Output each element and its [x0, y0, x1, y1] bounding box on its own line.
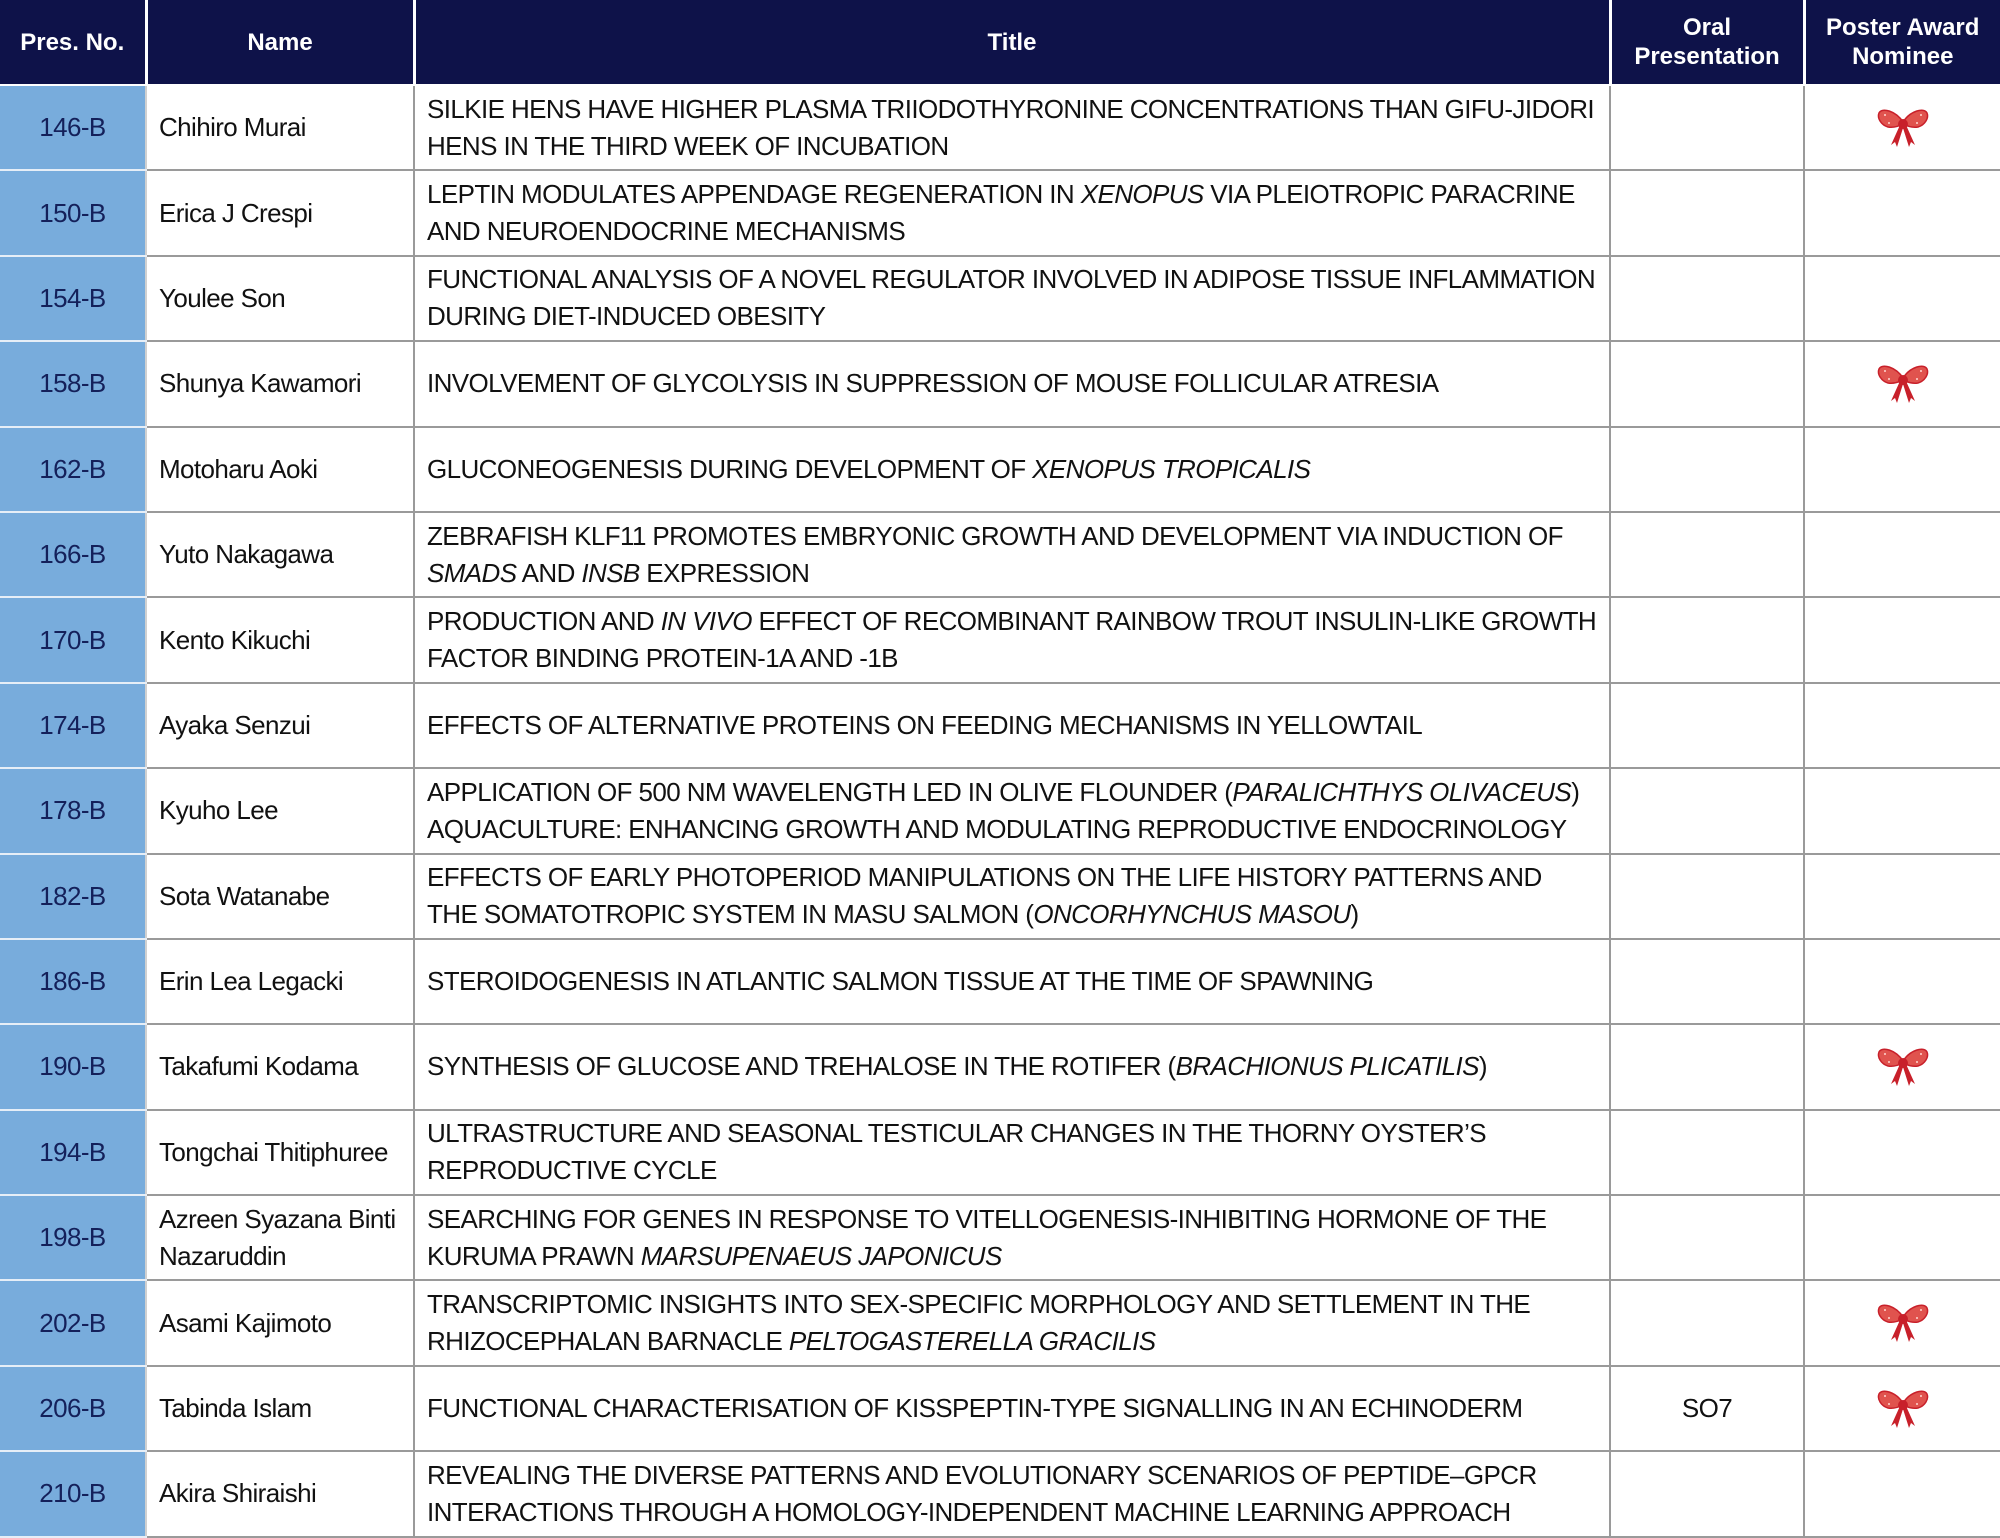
- table-row: [0, 768, 2000, 853]
- header-award-line2: Nominee: [1852, 43, 1954, 70]
- title-segment: APPLICATION OF 500 NM WAVELENGTH LED IN OLIVE FLOUNDER (: [427, 776, 1233, 807]
- name-cell: Takafumi Kodama: [146, 1024, 414, 1109]
- oral-presentation-cell: [1610, 597, 1804, 682]
- title-cell: [414, 341, 1610, 426]
- table-row: [0, 597, 2000, 682]
- name-cell: Ayaka Senzui: [146, 683, 414, 768]
- poster-award-cell: [1804, 256, 2000, 341]
- title-cell: [414, 683, 1610, 768]
- pres-no-cell: 198-B: [0, 1195, 146, 1280]
- title-segment: EFFECT OF RECOMBINANT RAINBOW TROUT INSULIN-LIKE GROWTH FACTOR BINDING PROTEIN-1A AND -1B: [427, 606, 1597, 674]
- title-cell: [414, 170, 1610, 255]
- name-cell: Youlee Son: [146, 256, 414, 341]
- table-row: [0, 1195, 2000, 1280]
- poster-award-cell: [1804, 1195, 2000, 1280]
- header-award-line1: Poster Award: [1826, 14, 1980, 41]
- header-row: [0, 0, 2000, 85]
- poster-award-cell: [1804, 1110, 2000, 1195]
- oral-presentation-cell: [1610, 341, 1804, 426]
- pres-no-cell: 206-B: [0, 1366, 146, 1451]
- oral-presentation-cell: [1610, 1195, 1804, 1280]
- header-oral-presentation: [1610, 0, 1804, 85]
- name-cell: Akira Shiraishi: [146, 1451, 414, 1536]
- title-segment: EXPRESSION: [639, 557, 810, 588]
- title-cell: [414, 1110, 1610, 1195]
- title-cell: [414, 512, 1610, 597]
- table-row: [0, 427, 2000, 512]
- table-row: [0, 85, 2000, 170]
- red-bow-icon: [1876, 1044, 1930, 1090]
- pres-no-cell: 146-B: [0, 85, 146, 170]
- poster-award-cell: [1804, 341, 2000, 426]
- oral-presentation-cell: [1610, 256, 1804, 341]
- title-segment: SYNTHESIS OF GLUCOSE AND TREHALOSE IN THE ROTIFER (: [427, 1051, 1176, 1082]
- title-segment: INVOLVEMENT OF GLYCOLYSIS IN SUPPRESSION OF MOUSE FOLLICULAR ATRESIA: [427, 368, 1439, 399]
- oral-presentation-cell: [1610, 768, 1804, 853]
- title-cell: [414, 854, 1610, 939]
- name-cell: Motoharu Aoki: [146, 427, 414, 512]
- title-segment: STEROIDOGENESIS IN ATLANTIC SALMON TISSUE AT THE TIME OF SPAWNING: [427, 966, 1374, 997]
- oral-presentation-cell: [1610, 1024, 1804, 1109]
- title-italic-segment: SMADS: [427, 557, 517, 588]
- oral-presentation-cell: [1610, 1451, 1804, 1536]
- name-cell: Sota Watanabe: [146, 854, 414, 939]
- red-bow-icon: [1876, 105, 1930, 151]
- title-cell: [414, 427, 1610, 512]
- name-cell: Tongchai Thitiphuree: [146, 1110, 414, 1195]
- pres-no-cell: 158-B: [0, 341, 146, 426]
- pres-no-cell: 150-B: [0, 170, 146, 255]
- title-segment: PRODUCTION AND: [427, 606, 661, 637]
- header-title: Title: [414, 0, 1610, 85]
- title-cell: [414, 1280, 1610, 1365]
- title-segment: TRANSCRIPTOMIC INSIGHTS INTO SEX-SPECIFIC MORPHOLOGY AND SETTLEMENT IN THE RHIZOCEPHALAN BARNACLE: [427, 1289, 1531, 1357]
- oral-presentation-cell: [1610, 1280, 1804, 1365]
- red-bow-icon: [1876, 1300, 1930, 1346]
- title-cell: [414, 597, 1610, 682]
- title-italic-segment: ONCORHYNCHUS MASOU: [1033, 899, 1351, 930]
- table-body: [0, 85, 2000, 1537]
- poster-award-cell: [1804, 683, 2000, 768]
- title-cell: [414, 256, 1610, 341]
- table-row: [0, 512, 2000, 597]
- title-segment: FUNCTIONAL CHARACTERISATION OF KISSPEPTIN-TYPE SIGNALLING IN AN ECHINODERM: [427, 1393, 1523, 1424]
- table-row: [0, 170, 2000, 255]
- title-italic-segment: XENOPUS: [1080, 179, 1204, 210]
- title-segment: EFFECTS OF ALTERNATIVE PROTEINS ON FEEDING MECHANISMS IN YELLOWTAIL: [427, 709, 1423, 740]
- title-italic-segment: BRACHIONUS PLICATILIS: [1175, 1051, 1479, 1082]
- header-name: Name: [146, 0, 414, 85]
- title-segment: ) AQUACULTURE: ENHANCING GROWTH AND MODULATING REPRODUCTIVE ENDOCRINOLOGY: [427, 776, 1580, 844]
- header-oral-line1: Oral: [1682, 14, 1732, 41]
- name-cell: Asami Kajimoto: [146, 1280, 414, 1365]
- poster-award-cell: [1804, 768, 2000, 853]
- title-cell: [414, 1366, 1610, 1451]
- title-italic-segment: INSB: [581, 557, 640, 588]
- title-segment: GLUCONEOGENESIS DURING DEVELOPMENT OF: [427, 453, 1033, 484]
- name-cell: Kento Kikuchi: [146, 597, 414, 682]
- table-row: [0, 683, 2000, 768]
- title-italic-segment: MARSUPENAEUS JAPONICUS: [640, 1240, 1002, 1271]
- pres-no-cell: 182-B: [0, 854, 146, 939]
- oral-presentation-cell: [1610, 427, 1804, 512]
- poster-award-cell: [1804, 170, 2000, 255]
- table-row: [0, 854, 2000, 939]
- oral-presentation-cell: [1610, 683, 1804, 768]
- oral-presentation-cell: SO7: [1610, 1366, 1804, 1451]
- title-cell: [414, 768, 1610, 853]
- poster-award-cell: [1804, 1024, 2000, 1109]
- poster-award-cell: [1804, 85, 2000, 170]
- pres-no-cell: 202-B: [0, 1280, 146, 1365]
- oral-presentation-cell: [1610, 170, 1804, 255]
- title-italic-segment: PARALICHTHYS OLIVACEUS: [1232, 776, 1572, 807]
- table-row: [0, 1366, 2000, 1451]
- pres-no-cell: 190-B: [0, 1024, 146, 1109]
- oral-presentation-cell: [1610, 512, 1804, 597]
- title-segment: ): [1478, 1051, 1487, 1082]
- oral-presentation-cell: [1610, 939, 1804, 1024]
- name-cell: Tabinda Islam: [146, 1366, 414, 1451]
- header-poster-award-nominee: [1804, 0, 2000, 85]
- name-cell: Azreen Syazana Binti Nazaruddin: [146, 1195, 414, 1280]
- oral-presentation-cell: [1610, 1110, 1804, 1195]
- pres-no-cell: 170-B: [0, 597, 146, 682]
- pres-no-cell: 174-B: [0, 683, 146, 768]
- title-italic-segment: XENOPUS TROPICALIS: [1032, 453, 1311, 484]
- title-segment: LEPTIN MODULATES APPENDAGE REGENERATION IN: [427, 179, 1081, 210]
- table-row: [0, 1110, 2000, 1195]
- table-row: [0, 256, 2000, 341]
- title-segment: ZEBRAFISH KLF11 PROMOTES EMBRYONIC GROWTH AND DEVELOPMENT VIA INDUCTION OF: [427, 520, 1563, 551]
- title-segment: ULTRASTRUCTURE AND SEASONAL TESTICULAR CHANGES IN THE THORNY OYSTER’S REPRODUCTIVE CYCLE: [427, 1118, 1486, 1186]
- title-cell: [414, 939, 1610, 1024]
- pres-no-cell: 162-B: [0, 427, 146, 512]
- name-cell: Erica J Crespi: [146, 170, 414, 255]
- title-cell: [414, 1024, 1610, 1109]
- poster-award-cell: [1804, 427, 2000, 512]
- table-row: [0, 939, 2000, 1024]
- title-segment: VIA PLEIOTROPIC PARACRINE AND NEUROENDOCRINE MECHANISMS: [427, 179, 1575, 247]
- title-italic-segment: IN VIVO: [660, 606, 752, 637]
- name-cell: Kyuho Lee: [146, 768, 414, 853]
- pres-no-cell: 178-B: [0, 768, 146, 853]
- title-segment: SEARCHING FOR GENES IN RESPONSE TO VITELLOGENESIS-INHIBITING HORMONE OF THE KURUMA PRAWN: [427, 1203, 1547, 1271]
- title-cell: [414, 85, 1610, 170]
- poster-award-cell: [1804, 1280, 2000, 1365]
- table-row: [0, 1024, 2000, 1109]
- title-cell: [414, 1451, 1610, 1536]
- poster-award-cell: [1804, 939, 2000, 1024]
- table-row: [0, 341, 2000, 426]
- title-segment: REVEALING THE DIVERSE PATTERNS AND EVOLUTIONARY SCENARIOS OF PEPTIDE–GPCR INTERACTIONS THROUGH A HOMOLOGY-INDEPENDENT MACHINE LEARNING APPROACH: [427, 1459, 1537, 1527]
- pres-no-cell: 186-B: [0, 939, 146, 1024]
- table-header: [0, 0, 2000, 85]
- name-cell: Erin Lea Legacki: [146, 939, 414, 1024]
- oral-presentation-cell: [1610, 85, 1804, 170]
- title-segment: SILKIE HENS HAVE HIGHER PLASMA TRIIODOTHYRONINE CONCENTRATIONS THAN GIFU-JIDORI HENS IN THE THIRD WEEK OF INCUBATION: [427, 93, 1595, 161]
- header-pres-no: Pres. No.: [0, 0, 146, 85]
- poster-award-cell: [1804, 512, 2000, 597]
- title-segment: AND: [516, 557, 582, 588]
- title-segment: EFFECTS OF EARLY PHOTOPERIOD MANIPULATIONS ON THE LIFE HISTORY PATTERNS AND THE SOMATOTROPIC SYSTEM IN MASU SALMON (: [427, 862, 1542, 930]
- title-segment: FUNCTIONAL ANALYSIS OF A NOVEL REGULATOR INVOLVED IN ADIPOSE TISSUE INFLAMMATION DURING DIET-INDUCED OBESITY: [427, 264, 1596, 332]
- poster-award-cell: [1804, 597, 2000, 682]
- table-row: [0, 1280, 2000, 1365]
- pres-no-cell: 166-B: [0, 512, 146, 597]
- poster-award-cell: [1804, 1366, 2000, 1451]
- title-cell: [414, 1195, 1610, 1280]
- header-oral-line2: Presentation: [1634, 43, 1780, 70]
- pres-no-cell: 154-B: [0, 256, 146, 341]
- title-italic-segment: PELTOGASTERELLA GRACILIS: [788, 1326, 1156, 1357]
- pres-no-cell: 194-B: [0, 1110, 146, 1195]
- name-cell: Chihiro Murai: [146, 85, 414, 170]
- poster-award-cell: [1804, 854, 2000, 939]
- pres-no-cell: 210-B: [0, 1451, 146, 1536]
- poster-award-cell: [1804, 1451, 2000, 1536]
- oral-presentation-cell: [1610, 854, 1804, 939]
- table-row: [0, 1451, 2000, 1536]
- title-segment: ): [1350, 899, 1359, 930]
- red-bow-icon: [1876, 361, 1930, 407]
- name-cell: Yuto Nakagawa: [146, 512, 414, 597]
- red-bow-icon: [1876, 1386, 1930, 1432]
- name-cell: Shunya Kawamori: [146, 341, 414, 426]
